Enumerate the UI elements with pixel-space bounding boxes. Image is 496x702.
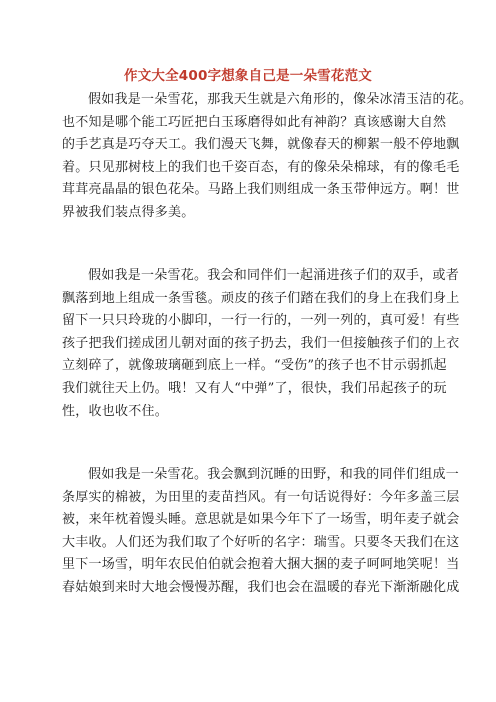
paragraph-line: 性，收也收不住。 [62,403,169,419]
paragraph-line: 立刻碎了，就像玻璃砸到底上一样。“受伤”的孩子也不甘示弱抓起 [62,358,447,374]
paragraph-line: 茸茸亮晶晶的银色花朵。马路上我们则组成一条玉带伸远方。啊！世 [62,182,460,198]
paragraph-3 [62,464,460,600]
paragraph-line: 飘落到地上组成一条雪毯。顽皮的孩子们踏在我们的身上在我们身上 [62,290,460,306]
paragraph-line: 也不知是哪个能工巧匠把白玉琢磨得如此有神韵？真该感谢大自然 [62,114,447,130]
paragraph-line: 假如我是一朵雪花。我会和同伴们一起涌进孩子们的双手，或者 [88,268,460,283]
paragraph-line: 春姑娘到来时大地会慢慢苏醒，我们也会在温暖的春光下渐渐融化成 [62,579,460,595]
paragraph-line: 假如我是一朵雪花，那我天生就是六角形的，像朵冰清玉洁的花。 [88,92,473,107]
paragraph-line: 里下一场雪，明年农民伯伯就会抱着大捆大捆的麦子呵呵地笑呢！当 [62,557,460,573]
paragraph-2 [62,265,460,423]
paragraph-1 [62,89,473,225]
paragraph-line: 留下一只只玲珑的小脚印，一行一行的，一列一列的，真可爱！有些 [62,313,460,329]
paragraph-line: 的手艺真是巧夺天工。我们漫天飞舞，就像春天的柳絮一般不停地飘 [62,137,460,153]
paragraph-line: 界被我们装点得多美。 [62,204,195,220]
paragraph-line: 被，来年枕着馒头睡。意思就是如果今年下了一场雪，明年麦子就会 [62,512,460,528]
paragraph-line: 假如我是一朵雪花。我会飘到沉睡的田野，和我的同伴们组成一 [88,467,460,482]
paragraph-line: 孩子把我们搓成团儿朝对面的孩子扔去，我们一但接触孩子们的上衣 [62,335,460,351]
paragraph-line: 着。只见那树枝上的我们也千姿百态，有的像朵朵棉球，有的像毛毛 [62,159,460,175]
paragraph-line: 大丰收。人们还为我们取了个好听的名字：瑞雪。只要冬天我们在这 [62,534,460,550]
document-title: 作文大全400字想象自己是一朵雪花范文 [124,68,372,84]
paragraph-line: 条厚实的棉被，为田里的麦苗挡风。有一句话说得好：今年多盖三层 [62,489,460,505]
paragraph-line: 我们就往天上仍。哦！又有人“中弹”了，很快，我们吊起孩子的玩 [62,380,447,396]
